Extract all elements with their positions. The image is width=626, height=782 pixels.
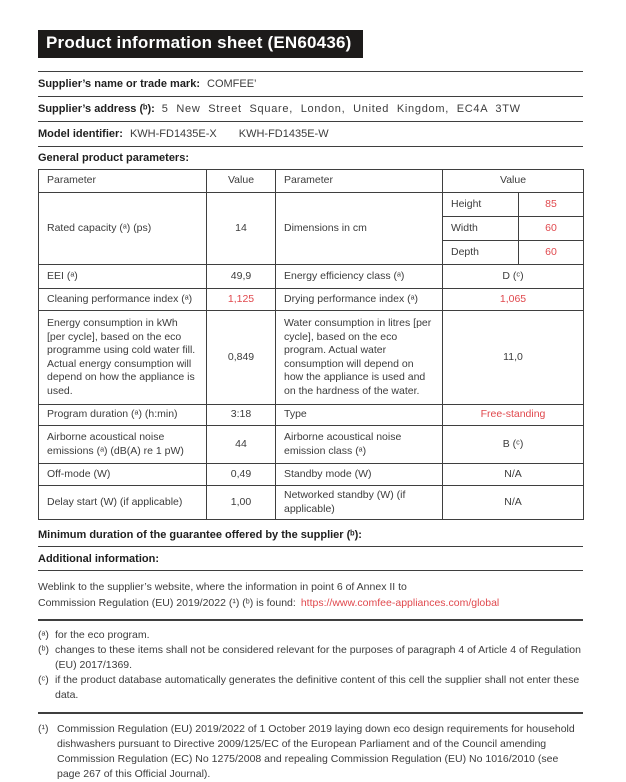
param-name-delay-start: Delay start (W) (if applicable): [39, 486, 207, 520]
additional-info-label: Additional information:: [38, 552, 159, 565]
guarantee-label: Minimum duration of the guarantee offered by the supplier (ᵇ):: [38, 528, 362, 541]
row-off-mode-standby: [39, 464, 584, 486]
footnotes-block: [38, 628, 583, 703]
model-identifier-row: [38, 122, 583, 147]
supplier-address-label: Supplier’s address (ᵇ):: [38, 103, 155, 115]
supplier-info-block: [38, 71, 583, 147]
param-name-type: Type: [276, 405, 443, 426]
param-name-noise-emissions: Airborne acoustical noise emissions (ᵃ) (dB(A) re 1 pW): [39, 426, 207, 464]
footnote-b: [38, 643, 583, 673]
param-value-energy-class: D (ᶜ): [443, 265, 584, 289]
param-value-rated-capacity: 14: [207, 193, 276, 265]
row-noise-emissions: [39, 426, 584, 464]
regulation-note-marker: (¹): [38, 723, 49, 735]
param-name-rated-capacity: Rated capacity (ᵃ) (ps): [39, 193, 207, 265]
param-value-program-duration: 3:18: [207, 405, 276, 426]
dimension-label-width: Width: [443, 217, 519, 241]
supplier-name-label: Supplier’s name or trade mark:: [38, 78, 200, 90]
param-value-off-mode: 0,49: [207, 464, 276, 486]
footnote-c: [38, 673, 583, 703]
supplier-address-row: [38, 97, 583, 122]
page-title: Product information sheet (EN60436): [38, 30, 363, 58]
dimension-label-depth: Depth: [443, 241, 519, 265]
model-identifier-label: Model identifier:: [38, 128, 123, 140]
general-parameters-heading: General product parameters:: [38, 152, 189, 164]
param-value-eei: 49,9: [207, 265, 276, 289]
supplier-name-value: COMFEE’: [207, 78, 257, 90]
footnote-a-marker: (ᵃ): [38, 629, 49, 641]
param-name-eei: EEI (ᵃ): [39, 265, 207, 289]
param-value-cleaning-index: 1,125: [207, 289, 276, 311]
param-value-type: Free-standing: [443, 405, 584, 426]
row-eei: [39, 265, 584, 289]
param-name-off-mode: Off-mode (W): [39, 464, 207, 486]
param-name-standby-mode: Standby mode (W): [276, 464, 443, 486]
footnote-a: [38, 628, 583, 643]
param-name-networked-standby: Networked standby (W) (if applicable): [276, 486, 443, 520]
param-value-water-consumption: 11,0: [443, 311, 584, 405]
column-header-value-left: Value: [207, 170, 276, 193]
column-header-parameter-left: Parameter: [39, 170, 207, 193]
model-identifier-value-1: KWH-FD1435E-X: [129, 128, 217, 140]
supplier-address-value: 5 New Street Square, London, United Kingdom, EC4A 3TW: [161, 103, 521, 115]
param-name-cleaning-index: Cleaning performance index (ᵃ): [39, 289, 207, 311]
param-name-water-consumption: Water consumption in litres [per cycle], based on the eco program. Actual water consumption will depend on how the appliance is used and on the hardness of the water.: [276, 311, 443, 405]
weblink-paragraph: [38, 580, 583, 611]
dimension-value-width: 60: [519, 217, 584, 241]
footnote-c-text: if the product database automatically generates the definitive content of this cell the supplier shall not enter these data.: [55, 674, 580, 701]
dimension-value-height: 85: [519, 193, 584, 217]
supplier-name-row: [38, 72, 583, 97]
additional-info-row: [38, 547, 583, 571]
guarantee-row: [38, 523, 583, 547]
param-name-energy-consumption: Energy consumption in kWh [per cycle], based on the eco programme using cold water fill. Actual energy consumption will depend on how the appliance is used.: [39, 311, 207, 405]
param-name-dimensions: Dimensions in cm: [276, 193, 443, 265]
guarantee-block: [38, 523, 583, 571]
column-header-value-right: Value: [443, 170, 584, 193]
footnote-a-text: for the eco program.: [55, 629, 150, 641]
row-program-duration-type: [39, 405, 584, 426]
dimension-label-height: Height: [443, 193, 519, 217]
regulation-note: [38, 722, 583, 782]
param-value-drying-index: 1,065: [443, 289, 584, 311]
param-name-program-duration: Program duration (ᵃ) (h:min): [39, 405, 207, 426]
param-value-noise-emissions: 44: [207, 426, 276, 464]
regulation-note-text: Commission Regulation (EU) 2019/2022 of 1 October 2019 laying down eco design requirements for household dishwashers pursuant to Directive 2009/125/EC of the European Parliament and of the Council amending Commission Regulation (EC) No 1275/2008 and repealing Commission Regulation (EU) No 1016/2010 (see page 267 of this Official Journal).: [57, 723, 575, 780]
dimension-value-depth: 60: [519, 241, 584, 265]
table-header-row: [39, 170, 584, 193]
separator-rule-bottom: [38, 712, 583, 714]
param-name-noise-class: Airborne acoustical noise emission class (ᵃ): [276, 426, 443, 464]
model-identifier-value-2: KWH-FD1435E-W: [238, 128, 329, 140]
weblink-url[interactable]: https://www.comfee-appliances.com/global: [300, 596, 500, 609]
row-cleaning-drying-index: [39, 289, 584, 311]
param-name-energy-class: Energy efficiency class (ᵃ): [276, 265, 443, 289]
row-energy-water-consumption: [39, 311, 584, 405]
footnote-c-marker: (ᶜ): [38, 674, 49, 686]
footnote-b-text: changes to these items shall not be considered relevant for the purposes of paragraph 4 of Article 4 of Regulation (EU) 2017/1369.: [55, 644, 581, 671]
weblink-text-line2: Commission Regulation (EU) 2019/2022 (¹) (ᵇ) is found:: [38, 596, 296, 609]
column-header-parameter-right: Parameter: [276, 170, 443, 193]
general-parameters-table: [38, 169, 584, 520]
row-delay-start-networked-standby: [39, 486, 584, 520]
row-rated-capacity-dimensions: [39, 193, 584, 217]
param-value-networked-standby: N/A: [443, 486, 584, 520]
weblink-text-line1: Weblink to the supplier’s website, where the information in point 6 of Annex II to: [38, 581, 407, 593]
separator-rule-top: [38, 619, 583, 621]
param-value-delay-start: 1,00: [207, 486, 276, 520]
param-value-noise-class: B (ᶜ): [443, 426, 584, 464]
param-name-drying-index: Drying performance index (ᵃ): [276, 289, 443, 311]
footnote-b-marker: (ᵇ): [38, 644, 49, 656]
param-value-standby-mode: N/A: [443, 464, 584, 486]
param-value-energy-consumption: 0,849: [207, 311, 276, 405]
